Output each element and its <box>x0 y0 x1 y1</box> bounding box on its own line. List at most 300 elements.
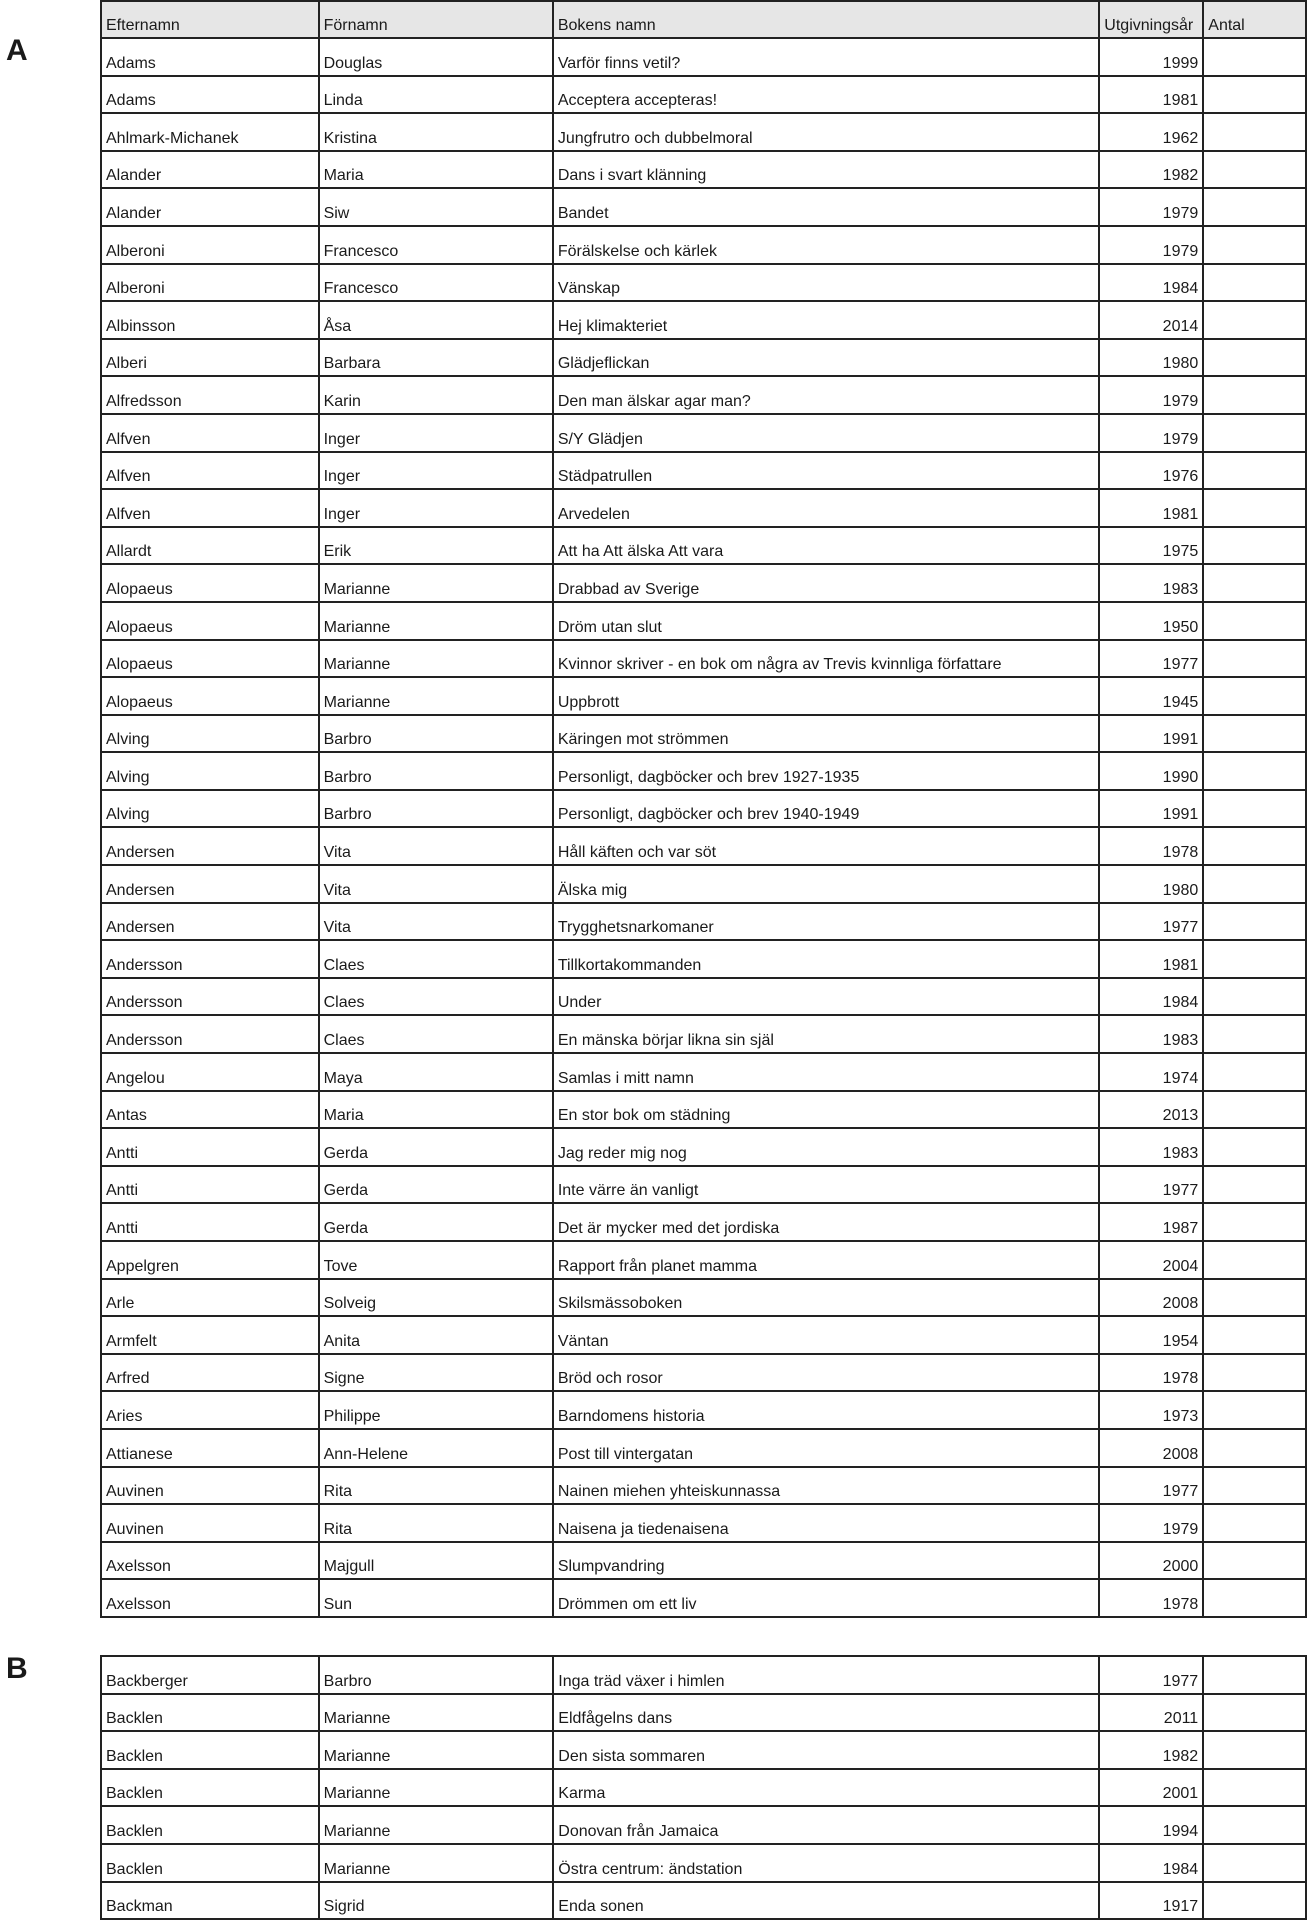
cell-utgivningsar: 1991 <box>1099 715 1203 753</box>
cell-efternamn: Alberoni <box>101 264 319 302</box>
cell-fornamn: Åsa <box>319 301 553 339</box>
cell-utgivningsar: 1999 <box>1099 38 1203 76</box>
cell-fornamn: Gerda <box>319 1203 553 1241</box>
cell-antal <box>1203 76 1306 114</box>
cell-bokens-namn: Väntan <box>553 1316 1099 1354</box>
cell-utgivningsar: 2000 <box>1099 1542 1203 1580</box>
cell-antal <box>1203 790 1306 828</box>
cell-efternamn: Alfredsson <box>101 376 319 414</box>
cell-bokens-namn: Det är mycker med det jordiska <box>553 1203 1099 1241</box>
cell-bokens-namn: Bröd och rosor <box>553 1354 1099 1392</box>
cell-efternamn: Andersen <box>101 865 319 903</box>
table-row <box>101 113 1306 151</box>
cell-bokens-namn: Uppbrott <box>553 677 1099 715</box>
cell-bokens-namn: Inga träd växer i himlen <box>553 1656 1099 1694</box>
cell-fornamn: Marianne <box>319 677 553 715</box>
cell-fornamn: Rita <box>319 1467 553 1505</box>
table-row <box>101 1391 1306 1429</box>
cell-bokens-namn: Varför finns vetil? <box>553 38 1099 76</box>
cell-antal <box>1203 865 1306 903</box>
cell-fornamn: Inger <box>319 414 553 452</box>
cell-fornamn: Barbro <box>319 715 553 753</box>
cell-fornamn: Erik <box>319 527 553 565</box>
cell-antal <box>1203 1806 1306 1844</box>
cell-utgivningsar: 1977 <box>1099 1166 1203 1204</box>
cell-utgivningsar: 1987 <box>1099 1203 1203 1241</box>
cell-antal <box>1203 752 1306 790</box>
cell-efternamn: Appelgren <box>101 1241 319 1279</box>
cell-fornamn: Barbara <box>319 339 553 377</box>
cell-efternamn: Armfelt <box>101 1316 319 1354</box>
cell-fornamn: Francesco <box>319 226 553 264</box>
cell-utgivningsar: 1975 <box>1099 527 1203 565</box>
cell-efternamn: Aries <box>101 1391 319 1429</box>
cell-utgivningsar: 1973 <box>1099 1391 1203 1429</box>
cell-bokens-namn: Nainen miehen yhteiskunnassa <box>553 1467 1099 1505</box>
cell-fornamn: Karin <box>319 376 553 414</box>
section-letter-a: A <box>6 34 28 67</box>
table-row <box>101 264 1306 302</box>
cell-fornamn: Marianne <box>319 1769 554 1807</box>
cell-antal <box>1203 1279 1306 1317</box>
table-row <box>101 602 1306 640</box>
cell-antal <box>1203 903 1306 941</box>
cell-efternamn: Backlen <box>101 1731 319 1769</box>
cell-efternamn: Andersen <box>101 903 319 941</box>
cell-antal <box>1203 38 1306 76</box>
cell-bokens-namn: Barndomens historia <box>553 1391 1099 1429</box>
table-row <box>101 339 1306 377</box>
cell-antal <box>1203 1694 1306 1732</box>
table-row <box>101 1656 1306 1694</box>
cell-efternamn: Alopaeus <box>101 640 319 678</box>
cell-bokens-namn: Den man älskar agar man? <box>553 376 1099 414</box>
cell-antal <box>1203 564 1306 602</box>
cell-bokens-namn: Bandet <box>553 188 1099 226</box>
cell-efternamn: Backlen <box>101 1806 319 1844</box>
cell-utgivningsar: 1945 <box>1099 677 1203 715</box>
cell-utgivningsar: 1984 <box>1099 978 1203 1016</box>
table-row <box>101 677 1306 715</box>
cell-antal <box>1203 1241 1306 1279</box>
cell-bokens-namn: Jag reder mig nog <box>553 1128 1099 1166</box>
cell-efternamn: Andersson <box>101 1015 319 1053</box>
cell-bokens-namn: Håll käften och var söt <box>553 827 1099 865</box>
cell-bokens-namn: Samlas i mitt namn <box>553 1053 1099 1091</box>
cell-efternamn: Alberi <box>101 339 319 377</box>
cell-utgivningsar: 1983 <box>1099 1015 1203 1053</box>
table-row <box>101 978 1306 1016</box>
cell-utgivningsar: 1950 <box>1099 602 1203 640</box>
cell-antal <box>1203 452 1306 490</box>
cell-bokens-namn: Tillkortakommanden <box>553 940 1099 978</box>
cell-utgivningsar: 1982 <box>1099 1731 1203 1769</box>
cell-utgivningsar: 1978 <box>1099 827 1203 865</box>
cell-efternamn: Alopaeus <box>101 677 319 715</box>
table-row <box>101 1882 1306 1920</box>
cell-antal <box>1203 264 1306 302</box>
cell-antal <box>1203 113 1306 151</box>
cell-utgivningsar: 1917 <box>1099 1882 1203 1920</box>
cell-utgivningsar: 1976 <box>1099 452 1203 490</box>
table-row <box>101 1429 1306 1467</box>
table-row <box>101 76 1306 114</box>
cell-bokens-namn: Älska mig <box>553 865 1099 903</box>
col-header-fornamn: Förnamn <box>319 1 553 38</box>
cell-antal <box>1203 677 1306 715</box>
cell-utgivningsar: 1954 <box>1099 1316 1203 1354</box>
section-letter-b: B <box>6 1652 28 1685</box>
cell-utgivningsar: 1979 <box>1099 226 1203 264</box>
cell-fornamn: Vita <box>319 865 553 903</box>
cell-antal <box>1203 1015 1306 1053</box>
cell-efternamn: Backman <box>101 1882 319 1920</box>
cell-efternamn: Antti <box>101 1128 319 1166</box>
cell-efternamn: Alander <box>101 188 319 226</box>
table-row <box>101 940 1306 978</box>
cell-utgivningsar: 2014 <box>1099 301 1203 339</box>
cell-efternamn: Andersen <box>101 827 319 865</box>
books-table-b <box>100 1655 1307 1920</box>
cell-efternamn: Alving <box>101 790 319 828</box>
table-row <box>101 151 1306 189</box>
cell-efternamn: Alfven <box>101 489 319 527</box>
cell-fornamn: Maria <box>319 151 553 189</box>
cell-antal <box>1203 188 1306 226</box>
cell-utgivningsar: 2001 <box>1099 1769 1203 1807</box>
cell-fornamn: Inger <box>319 452 553 490</box>
cell-fornamn: Marianne <box>319 564 553 602</box>
cell-bokens-namn: Kvinnor skriver - en bok om några av Trevis kvinnliga författare <box>553 640 1099 678</box>
cell-fornamn: Rita <box>319 1504 553 1542</box>
cell-bokens-namn: Enda sonen <box>553 1882 1099 1920</box>
cell-bokens-namn: Hej klimakteriet <box>553 301 1099 339</box>
cell-bokens-namn: Rapport från planet mamma <box>553 1241 1099 1279</box>
cell-utgivningsar: 1978 <box>1099 1579 1203 1617</box>
cell-utgivningsar: 1977 <box>1099 1656 1203 1694</box>
table-row <box>101 1542 1306 1580</box>
cell-utgivningsar: 1984 <box>1099 264 1203 302</box>
cell-antal <box>1203 376 1306 414</box>
cell-antal <box>1203 1166 1306 1204</box>
cell-fornamn: Marianne <box>319 602 553 640</box>
table-row <box>101 489 1306 527</box>
cell-utgivningsar: 1991 <box>1099 790 1203 828</box>
cell-bokens-namn: Eldfågelns dans <box>553 1694 1099 1732</box>
cell-efternamn: Andersson <box>101 978 319 1016</box>
cell-bokens-namn: Arvedelen <box>553 489 1099 527</box>
cell-utgivningsar: 1983 <box>1099 1128 1203 1166</box>
cell-antal <box>1203 489 1306 527</box>
cell-antal <box>1203 827 1306 865</box>
cell-fornamn: Gerda <box>319 1166 553 1204</box>
cell-antal <box>1203 1467 1306 1505</box>
table-row <box>101 903 1306 941</box>
col-header-bokens-namn: Bokens namn <box>553 1 1099 38</box>
cell-efternamn: Attianese <box>101 1429 319 1467</box>
cell-antal <box>1203 1091 1306 1129</box>
cell-bokens-namn: S/Y Glädjen <box>553 414 1099 452</box>
cell-fornamn: Siw <box>319 188 553 226</box>
table-row <box>101 1806 1306 1844</box>
cell-antal <box>1203 1504 1306 1542</box>
cell-antal <box>1203 640 1306 678</box>
cell-antal <box>1203 414 1306 452</box>
cell-antal <box>1203 715 1306 753</box>
cell-utgivningsar: 1982 <box>1099 151 1203 189</box>
cell-fornamn: Solveig <box>319 1279 553 1317</box>
cell-fornamn: Maya <box>319 1053 553 1091</box>
cell-fornamn: Claes <box>319 1015 553 1053</box>
cell-bokens-namn: Den sista sommaren <box>553 1731 1099 1769</box>
cell-bokens-namn: Slumpvandring <box>553 1542 1099 1580</box>
table-row <box>101 1844 1306 1882</box>
table-row <box>101 1504 1306 1542</box>
cell-fornamn: Anita <box>319 1316 553 1354</box>
cell-antal <box>1203 301 1306 339</box>
cell-utgivningsar: 1979 <box>1099 414 1203 452</box>
cell-antal <box>1203 1128 1306 1166</box>
cell-antal <box>1203 978 1306 1016</box>
cell-efternamn: Andersson <box>101 940 319 978</box>
cell-efternamn: Alander <box>101 151 319 189</box>
table-row <box>101 1279 1306 1317</box>
cell-efternamn: Auvinen <box>101 1467 319 1505</box>
cell-fornamn: Vita <box>319 827 553 865</box>
cell-utgivningsar: 1979 <box>1099 188 1203 226</box>
cell-efternamn: Antti <box>101 1203 319 1241</box>
cell-fornamn: Sun <box>319 1579 553 1617</box>
cell-fornamn: Philippe <box>319 1391 553 1429</box>
cell-efternamn: Alberoni <box>101 226 319 264</box>
cell-fornamn: Tove <box>319 1241 553 1279</box>
table-row <box>101 1091 1306 1129</box>
cell-efternamn: Alfven <box>101 414 319 452</box>
cell-fornamn: Vita <box>319 903 553 941</box>
cell-efternamn: Alopaeus <box>101 564 319 602</box>
cell-bokens-namn: Donovan från Jamaica <box>553 1806 1099 1844</box>
table-row <box>101 790 1306 828</box>
cell-utgivningsar: 1977 <box>1099 640 1203 678</box>
cell-efternamn: Alving <box>101 752 319 790</box>
cell-fornamn: Sigrid <box>319 1882 554 1920</box>
cell-utgivningsar: 1974 <box>1099 1053 1203 1091</box>
cell-bokens-namn: Förälskelse och kärlek <box>553 226 1099 264</box>
table-row <box>101 1128 1306 1166</box>
cell-fornamn: Maria <box>319 1091 553 1129</box>
col-header-efternamn: Efternamn <box>101 1 319 38</box>
cell-antal <box>1203 1844 1306 1882</box>
cell-utgivningsar: 1994 <box>1099 1806 1203 1844</box>
cell-efternamn: Antas <box>101 1091 319 1129</box>
col-header-utgivningsar: Utgivningsår <box>1099 1 1203 38</box>
cell-efternamn: Backberger <box>101 1656 319 1694</box>
table-row <box>101 414 1306 452</box>
cell-utgivningsar: 2013 <box>1099 1091 1203 1129</box>
table-row <box>101 1203 1306 1241</box>
table-row <box>101 1354 1306 1392</box>
cell-fornamn: Signe <box>319 1354 553 1392</box>
cell-utgivningsar: 1980 <box>1099 339 1203 377</box>
cell-fornamn: Marianne <box>319 1731 554 1769</box>
cell-bokens-namn: Glädjeflickan <box>553 339 1099 377</box>
col-header-antal: Antal <box>1203 1 1306 38</box>
cell-utgivningsar: 1980 <box>1099 865 1203 903</box>
table-row <box>101 564 1306 602</box>
cell-antal <box>1203 1391 1306 1429</box>
cell-antal <box>1203 1656 1306 1694</box>
cell-efternamn: Axelsson <box>101 1579 319 1617</box>
table-row <box>101 865 1306 903</box>
cell-efternamn: Backlen <box>101 1769 319 1807</box>
table-row <box>101 1579 1306 1617</box>
table-row <box>101 1694 1306 1732</box>
cell-bokens-namn: Drabbad av Sverige <box>553 564 1099 602</box>
cell-utgivningsar: 1979 <box>1099 376 1203 414</box>
cell-antal <box>1203 1882 1306 1920</box>
table-row <box>101 1316 1306 1354</box>
table-row <box>101 827 1306 865</box>
cell-bokens-namn: Jungfrutro och dubbelmoral <box>553 113 1099 151</box>
cell-bokens-namn: Naisena ja tiedenaisena <box>553 1504 1099 1542</box>
cell-fornamn: Barbro <box>319 752 553 790</box>
table-row <box>101 1241 1306 1279</box>
cell-fornamn: Majgull <box>319 1542 553 1580</box>
cell-fornamn: Marianne <box>319 1806 554 1844</box>
books-table-a <box>100 0 1307 1618</box>
cell-antal <box>1203 1203 1306 1241</box>
cell-bokens-namn: Trygghetsnarkomaner <box>553 903 1099 941</box>
table-row <box>101 527 1306 565</box>
cell-efternamn: Ahlmark-Michanek <box>101 113 319 151</box>
cell-fornamn: Gerda <box>319 1128 553 1166</box>
cell-fornamn: Francesco <box>319 264 553 302</box>
cell-efternamn: Antti <box>101 1166 319 1204</box>
cell-utgivningsar: 2008 <box>1099 1279 1203 1317</box>
cell-antal <box>1203 1579 1306 1617</box>
cell-utgivningsar: 1990 <box>1099 752 1203 790</box>
cell-efternamn: Backlen <box>101 1694 319 1732</box>
cell-bokens-namn: Dans i svart klänning <box>553 151 1099 189</box>
cell-antal <box>1203 940 1306 978</box>
table-row <box>101 1053 1306 1091</box>
cell-utgivningsar: 1978 <box>1099 1354 1203 1392</box>
cell-efternamn: Arfred <box>101 1354 319 1392</box>
table-row <box>101 1769 1306 1807</box>
cell-antal <box>1203 1429 1306 1467</box>
table-row <box>101 301 1306 339</box>
cell-efternamn: Adams <box>101 38 319 76</box>
cell-antal <box>1203 1731 1306 1769</box>
cell-bokens-namn: Drömmen om ett liv <box>553 1579 1099 1617</box>
cell-antal <box>1203 602 1306 640</box>
cell-bokens-namn: Vänskap <box>553 264 1099 302</box>
cell-utgivningsar: 1981 <box>1099 76 1203 114</box>
table-row <box>101 226 1306 264</box>
cell-utgivningsar: 2008 <box>1099 1429 1203 1467</box>
cell-fornamn: Claes <box>319 940 553 978</box>
cell-fornamn: Marianne <box>319 640 553 678</box>
cell-fornamn: Douglas <box>319 38 553 76</box>
cell-bokens-namn: Dröm utan slut <box>553 602 1099 640</box>
cell-utgivningsar: 2011 <box>1099 1694 1203 1732</box>
cell-bokens-namn: En stor bok om städning <box>553 1091 1099 1129</box>
cell-fornamn: Barbro <box>319 1656 554 1694</box>
cell-antal <box>1203 1316 1306 1354</box>
cell-bokens-namn: Inte värre än vanligt <box>553 1166 1099 1204</box>
cell-utgivningsar: 1984 <box>1099 1844 1203 1882</box>
cell-bokens-namn: Att ha Att älska Att vara <box>553 527 1099 565</box>
cell-efternamn: Allardt <box>101 527 319 565</box>
table-row <box>101 1015 1306 1053</box>
cell-fornamn: Claes <box>319 978 553 1016</box>
cell-efternamn: Backlen <box>101 1844 319 1882</box>
cell-utgivningsar: 1981 <box>1099 489 1203 527</box>
cell-utgivningsar: 1979 <box>1099 1504 1203 1542</box>
cell-utgivningsar: 1981 <box>1099 940 1203 978</box>
cell-antal <box>1203 1542 1306 1580</box>
cell-efternamn: Alopaeus <box>101 602 319 640</box>
cell-bokens-namn: Östra centrum: ändstation <box>553 1844 1099 1882</box>
cell-efternamn: Alfven <box>101 452 319 490</box>
cell-efternamn: Axelsson <box>101 1542 319 1580</box>
cell-utgivningsar: 1962 <box>1099 113 1203 151</box>
cell-bokens-namn: Käringen mot strömmen <box>553 715 1099 753</box>
cell-utgivningsar: 1983 <box>1099 564 1203 602</box>
cell-efternamn: Auvinen <box>101 1504 319 1542</box>
cell-bokens-namn: Under <box>553 978 1099 1016</box>
cell-efternamn: Alving <box>101 715 319 753</box>
cell-utgivningsar: 2004 <box>1099 1241 1203 1279</box>
table-row <box>101 1166 1306 1204</box>
table-row <box>101 38 1306 76</box>
table-row <box>101 376 1306 414</box>
table-row <box>101 188 1306 226</box>
table-row <box>101 715 1306 753</box>
cell-bokens-namn: Personligt, dagböcker och brev 1927-1935 <box>553 752 1099 790</box>
table-row <box>101 1731 1306 1769</box>
cell-fornamn: Kristina <box>319 113 553 151</box>
cell-antal <box>1203 339 1306 377</box>
cell-fornamn: Inger <box>319 489 553 527</box>
cell-bokens-namn: En mänska börjar likna sin själ <box>553 1015 1099 1053</box>
cell-efternamn: Albinsson <box>101 301 319 339</box>
cell-bokens-namn: Acceptera accepteras! <box>553 76 1099 114</box>
table-row <box>101 640 1306 678</box>
cell-antal <box>1203 1354 1306 1392</box>
cell-bokens-namn: Karma <box>553 1769 1099 1807</box>
cell-utgivningsar: 1977 <box>1099 1467 1203 1505</box>
cell-fornamn: Barbro <box>319 790 553 828</box>
cell-antal <box>1203 1053 1306 1091</box>
cell-bokens-namn: Skilsmässoboken <box>553 1279 1099 1317</box>
cell-bokens-namn: Post till vintergatan <box>553 1429 1099 1467</box>
cell-bokens-namn: Personligt, dagböcker och brev 1940-1949 <box>553 790 1099 828</box>
cell-fornamn: Linda <box>319 76 553 114</box>
table-row <box>101 452 1306 490</box>
cell-fornamn: Ann-Helene <box>319 1429 553 1467</box>
cell-antal <box>1203 226 1306 264</box>
cell-efternamn: Arle <box>101 1279 319 1317</box>
cell-antal <box>1203 527 1306 565</box>
table-row <box>101 1467 1306 1505</box>
cell-antal <box>1203 151 1306 189</box>
header-row <box>101 1 1306 38</box>
cell-fornamn: Marianne <box>319 1844 554 1882</box>
cell-efternamn: Angelou <box>101 1053 319 1091</box>
cell-bokens-namn: Städpatrullen <box>553 452 1099 490</box>
cell-utgivningsar: 1977 <box>1099 903 1203 941</box>
